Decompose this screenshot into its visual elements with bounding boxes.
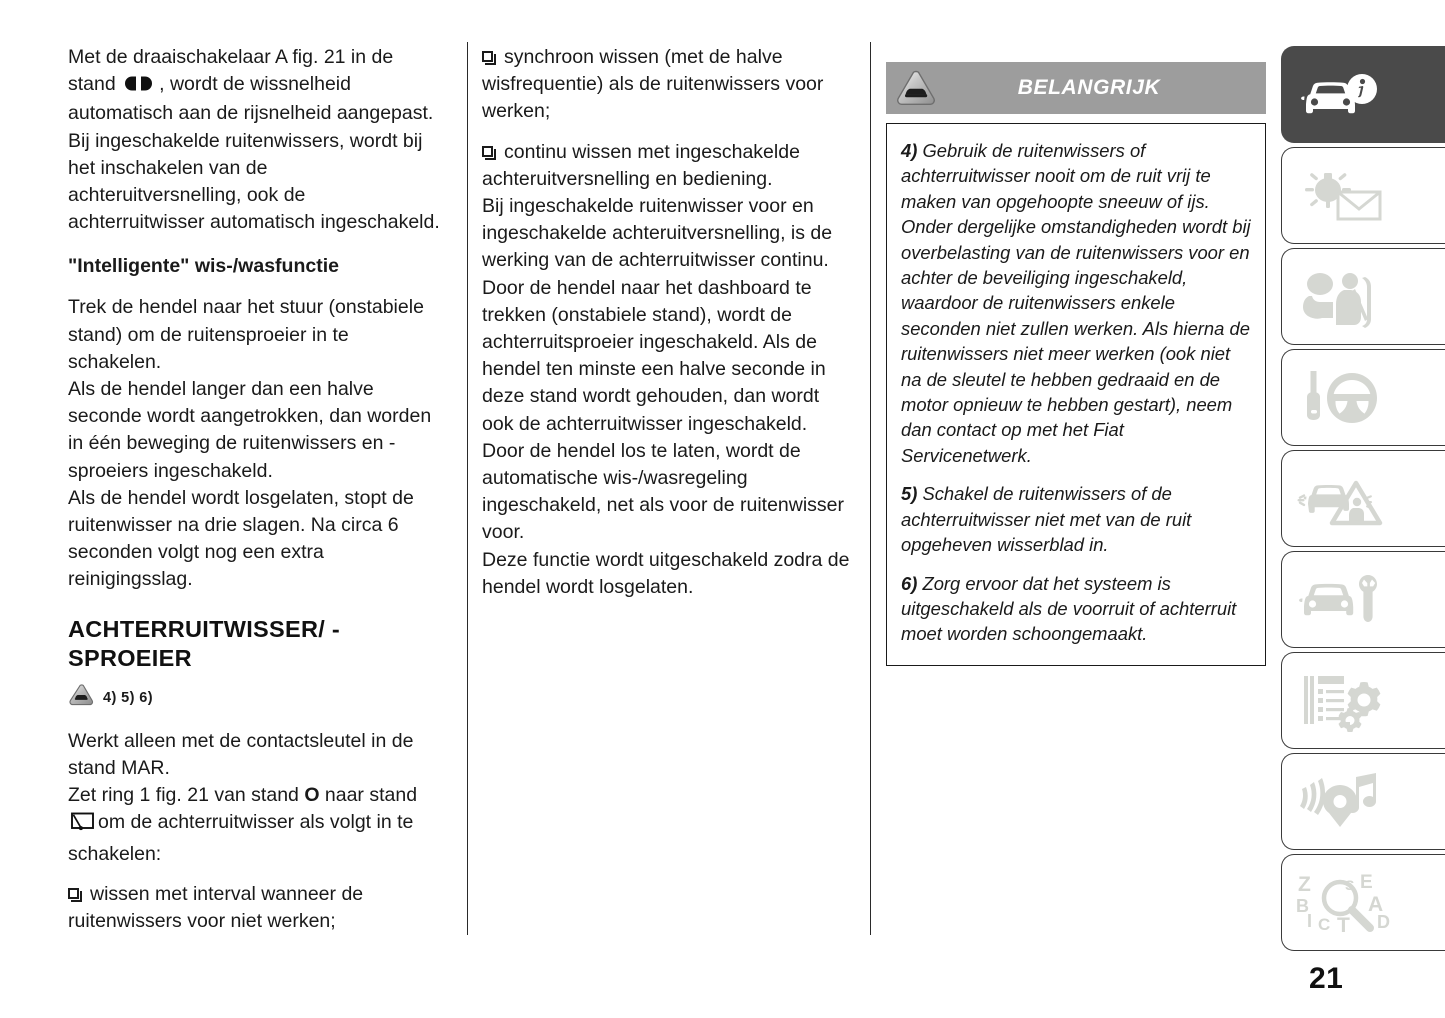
list-item-continuous-wipe xyxy=(482,139,854,193)
column-divider-1 xyxy=(467,42,468,935)
warning-item-5 xyxy=(901,481,1251,557)
rear-wiper-symbol-icon xyxy=(70,811,95,840)
warning-car-triangle-icon xyxy=(894,68,938,115)
list-item-continuous-wipe-label: continu wissen met ingeschakelde achteruitversnelling en bediening. xyxy=(482,140,800,190)
heading-rear-wiper-washer: ACHTERRUITWISSER/ -SPROEIER xyxy=(68,615,341,671)
ring-text-b: naar stand xyxy=(319,784,418,807)
key-steering-wheel-icon xyxy=(1296,367,1382,429)
list-item-interval-wipe xyxy=(68,881,442,935)
svg-text:T: T xyxy=(1337,913,1350,934)
position-o-label: O xyxy=(304,784,320,807)
paragraph-mar-position: Werkt alleen met de contactsleutel in de stand MAR. xyxy=(68,729,414,780)
warning-item-4-ref: 4) xyxy=(901,140,918,161)
svg-text:C: C xyxy=(1318,914,1331,934)
warning-box-title: BELANGRIJK xyxy=(1017,76,1161,100)
svg-text:S: S xyxy=(1345,876,1355,893)
sidebar-item-knowing-the-car[interactable] xyxy=(1281,147,1445,244)
warning-item-4 xyxy=(901,138,1251,468)
paragraph-rear-washer: Door de hendel naar het dashboard te trekken (onstabiele stand), wordt de achterruitsproeier ingeschakeld. Als de hendel ten minste een halve seconde in deze stand wordt gehouden, dan wordt ook de achterruitwisser ingeschakeld. Door de hendel los te laten, wordt de automatische wis-/wasregeling ingeschakeld, net als voor de ruitenwisser voor. xyxy=(482,276,845,544)
warning-item-5-text: Schakel de ruitenwissers of de achterruitwisser niet met van de ruit opgeheven wisserblad in. xyxy=(901,483,1192,556)
list-item-interval-wipe-label: wissen met interval wanneer de ruitenwissers voor niet werken; xyxy=(68,882,364,933)
list-gears-icon xyxy=(1296,670,1384,732)
page-number: 21 xyxy=(1309,962,1344,995)
paragraph-release-lever: Als de hendel wordt losgelaten, stopt de ruitenwisser na drie slagen. Na circa 6 seconden volgt nog een extra reinigingsslag. xyxy=(68,486,414,591)
sidebar-item-technical-specifications[interactable] xyxy=(1281,652,1445,749)
car-warning-triangle-icon xyxy=(1296,468,1388,530)
warning-item-5-ref: 5) xyxy=(901,483,918,505)
text-column-3 xyxy=(886,62,1266,666)
warning-item-6-text: Zorg ervoor dat het systeem is uitgeschakeld als de voorruit of achterruit moet worden schoongemaakt. xyxy=(901,572,1237,645)
text-column-2 xyxy=(482,44,854,601)
auto-wiper-symbol-icon xyxy=(123,73,157,100)
warning-triangle-car-icon xyxy=(68,683,95,714)
column-divider-2 xyxy=(870,42,871,935)
paragraph-ring-positions xyxy=(68,782,442,868)
airbag-seatbelt-icon xyxy=(1296,266,1382,328)
warning-box-header xyxy=(886,62,1266,114)
svg-text:D: D xyxy=(1377,911,1390,932)
paragraph-reverse-gear: Bij ingeschakelde ruitenwissers, wordt bij het inschakelen van de achteruitversnelling, ook de achterruitwisser automatisch ingeschakeld. xyxy=(68,129,440,234)
square-bullet-icon xyxy=(482,51,495,64)
paragraph-continuous-operation: Bij ingeschakelde ruitenwisser voor en ingeschakelde achteruitversnelling, is de werking van de achterruitwisser continu. xyxy=(482,195,833,272)
section-tabs-sidebar xyxy=(1281,46,1445,955)
paragraph-auto-wiper-text-b: , wordt de wissnelheid automatisch aan de rijsnelheid aangepast. xyxy=(68,73,434,125)
svg-text:I: I xyxy=(1307,910,1313,931)
warning-item-4-text: Gebruik de ruitenwissers of achterruitwisser nooit om de ruit vrij te maken van opgehoopte sneeuw of ijs. Onder dergelijke omstandigheden wordt bij overbelasting van de ruitenwissers voor en achter de beveiliging ingeschakeld, waardoor de ruitenwissers enkele seconden niet zullen werken. Als hierna de ruitenwissers niet meer werken (ook niet na de sleutel te hebben gedraaid en de motor opnieuw te hebben gestart), neem dan contact op met het Fiat Servicenetwerk. xyxy=(901,140,1251,466)
list-item-synchronous-wipe xyxy=(482,44,854,126)
ring-text-a: Zet ring 1 fig. 21 van stand xyxy=(68,784,305,807)
note-reference-row xyxy=(68,683,442,714)
car-info-icon xyxy=(1296,65,1382,125)
svg-text:B: B xyxy=(1296,895,1309,916)
paragraph-pull-lever: Trek de hendel naar het stuur (onstabiele stand) om de ruitensproeier in te schakelen. xyxy=(68,296,424,373)
warning-item-6-ref: 6) xyxy=(901,572,918,594)
sidebar-item-alphabetical-index[interactable] xyxy=(1281,854,1445,951)
svg-text:A: A xyxy=(1368,892,1384,916)
warning-box-body xyxy=(886,123,1266,666)
lamp-envelope-icon xyxy=(1296,165,1386,227)
svg-text:E: E xyxy=(1360,871,1373,893)
car-wrench-icon xyxy=(1296,569,1386,631)
radio-music-icon xyxy=(1296,771,1384,833)
alphabetical-index-icon xyxy=(1296,872,1401,934)
sidebar-item-emergency[interactable] xyxy=(1281,450,1445,547)
sidebar-item-maintenance-and-care[interactable] xyxy=(1281,551,1445,648)
warning-item-6 xyxy=(901,571,1251,647)
square-bullet-icon xyxy=(482,146,495,159)
sidebar-item-multimedia[interactable] xyxy=(1281,753,1445,850)
sidebar-item-safety[interactable] xyxy=(1281,248,1445,345)
text-column-1 xyxy=(68,44,442,935)
heading-intelligent-wipe: "Intelligente" wis-/wasfunctie xyxy=(68,255,339,278)
sidebar-item-dashboard-and-controls[interactable] xyxy=(1281,46,1445,143)
note-reference-numbers: 4) 5) 6) xyxy=(103,689,153,706)
sidebar-item-starting-and-driving[interactable] xyxy=(1281,349,1445,446)
svg-text:Z: Z xyxy=(1298,872,1311,896)
list-item-synchronous-wipe-label: synchroon wissen (met de halve wisfrequentie) als de ruitenwissers voor werken; xyxy=(482,46,824,123)
paragraph-function-disabled: Deze functie wordt uitgeschakeld zodra de hendel wordt losgelaten. xyxy=(482,548,850,598)
ring-text-c: om de achterruitwisser als volgt in te schakelen: xyxy=(68,811,414,865)
paragraph-half-second: Als de hendel langer dan een halve seconde wordt aangetrokken, dan worden in één beweging de ruitenwissers en -sproeiers ingeschakeld. xyxy=(68,378,432,482)
square-bullet-icon xyxy=(68,888,81,901)
paragraph-auto-wiper-text-a: Met de draaischakelaar A fig. 21 in de stand xyxy=(68,46,394,96)
paragraph-auto-wiper xyxy=(68,44,442,128)
